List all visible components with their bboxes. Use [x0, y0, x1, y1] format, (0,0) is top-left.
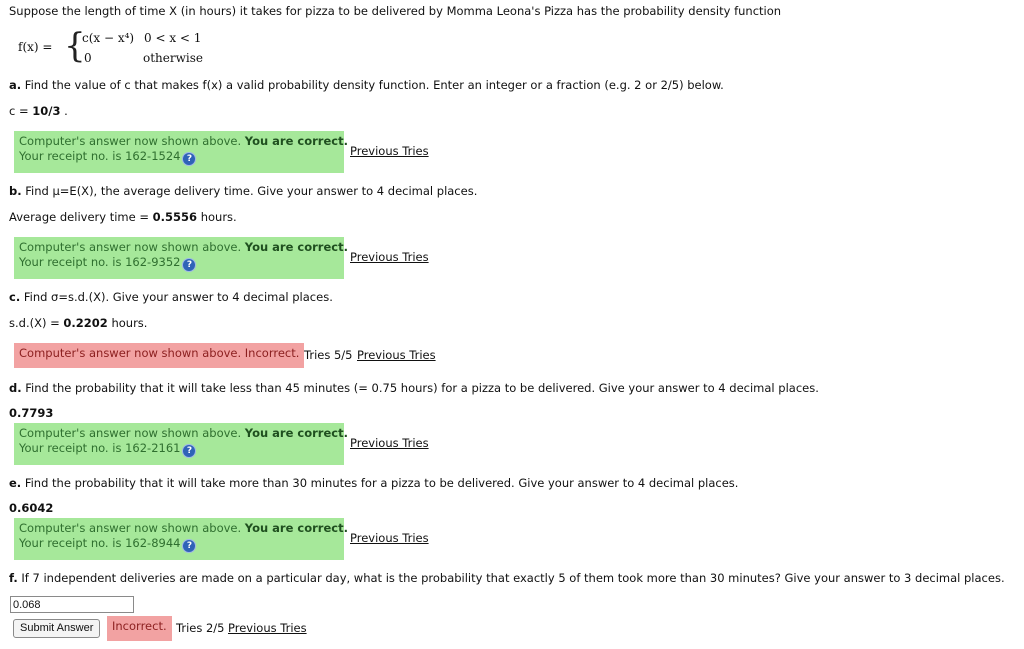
part-b-feedback-status: You are correct. [244, 240, 348, 254]
submit-answer-button[interactable]: Submit Answer [13, 619, 100, 638]
part-c-answer [9, 316, 147, 330]
problem-intro: Suppose the length of time X (in hours) it takes for pizza to be delivered by Momma Leona's Pizza has the probability density function [9, 4, 782, 18]
part-e-answer [9, 501, 53, 515]
part-e-letter: e. [9, 476, 22, 490]
part-f-previous-tries-link[interactable]: Previous Tries [228, 621, 307, 635]
part-e-previous-tries-link[interactable]: Previous Tries [350, 531, 429, 545]
part-b-answer [9, 210, 237, 224]
part-d-previous-tries-link[interactable]: Previous Tries [350, 436, 429, 450]
part-a-answer-value: 10/3 [32, 104, 61, 118]
pdf-case1-cond: 0 < x < 1 [144, 31, 202, 45]
part-e-question-text: Find the probability that it will take more than 30 minutes for a pizza to be delivered. Give your answer to 4 decimal places. [21, 476, 739, 490]
help-icon[interactable]: ? [183, 540, 195, 552]
part-d-question-text: Find the probability that it will take less than 45 minutes (= 0.75 hours) for a pizza to be delivered. Give your answer to 4 decimal places. [21, 381, 819, 395]
part-a-feedback-text: Computer's answer now shown above. [19, 134, 245, 148]
pdf-case2-expr: 0 [84, 51, 92, 65]
part-a-receipt: Your receipt no. is 162-1524 [19, 149, 181, 163]
part-c-feedback: Computer's answer now shown above. Incorrect. [14, 343, 304, 368]
part-b-feedback-text: Computer's answer now shown above. [19, 240, 245, 254]
part-c-answer-suffix: hours. [107, 316, 148, 330]
pdf-lhs: f(x) = [18, 40, 53, 54]
part-d-feedback-text: Computer's answer now shown above. [19, 426, 245, 440]
part-d-feedback [14, 423, 348, 465]
part-e-receipt: Your receipt no. is 162-8944 [19, 536, 181, 550]
part-f-answer-input[interactable] [10, 596, 134, 613]
part-f-feedback: Incorrect. [107, 616, 172, 641]
part-b-question-text: Find μ=E(X), the average delivery time. Give your answer to 4 decimal places. [21, 184, 478, 198]
part-d-receipt: Your receipt no. is 162-2161 [19, 441, 181, 455]
part-d-feedback-status: You are correct. [244, 426, 348, 440]
part-a-question-text: Find the value of c that makes f(x) a valid probability density function. Enter an integer or a fraction (e.g. 2 or 2/5) below. [21, 78, 724, 92]
part-a-question [9, 78, 724, 92]
part-f-tries: Tries 2/5 [176, 621, 225, 635]
part-c-question-text: Find σ=s.d.(X). Give your answer to 4 decimal places. [20, 290, 333, 304]
pdf-case1-expr: c(x − x⁴) [82, 31, 135, 45]
part-c-answer-prefix: s.d.(X) = [9, 316, 64, 330]
part-a-answer-prefix: c = [9, 104, 33, 118]
part-a-feedback [14, 131, 348, 173]
part-b-previous-tries-link[interactable]: Previous Tries [350, 250, 429, 264]
part-d-answer-value: 0.7793 [9, 406, 54, 420]
part-c-previous-tries-link[interactable]: Previous Tries [357, 348, 436, 362]
part-b-feedback [14, 237, 348, 279]
part-b-answer-prefix: Average delivery time = [9, 210, 153, 224]
part-c-answer-value: 0.2202 [63, 316, 108, 330]
help-icon[interactable]: ? [183, 259, 195, 271]
part-d-question [9, 381, 819, 395]
part-a-answer [9, 104, 68, 118]
part-c-tries: Tries 5/5 [304, 348, 353, 362]
part-e-feedback [14, 518, 348, 560]
part-f-letter: f. [9, 571, 18, 585]
part-b-answer-value: 0.5556 [152, 210, 198, 224]
part-b-letter: b. [9, 184, 22, 198]
part-d-letter: d. [9, 381, 22, 395]
part-b-question [9, 184, 477, 198]
part-a-letter: a. [9, 78, 22, 92]
part-f-question-text: If 7 independent deliveries are made on a particular day, what is the probability that exactly 5 of them took more than 30 minutes? Give your answer to 3 decimal places. [17, 571, 1005, 585]
help-icon[interactable]: ? [183, 153, 195, 165]
part-a-feedback-status: You are correct. [244, 134, 348, 148]
part-f-question [9, 571, 1005, 585]
pdf-case2-cond: otherwise [143, 51, 203, 65]
part-c-letter: c. [9, 290, 21, 304]
part-b-receipt: Your receipt no. is 162-9352 [19, 255, 181, 269]
pdf-brace: { [64, 26, 86, 66]
part-e-feedback-text: Computer's answer now shown above. [19, 521, 245, 535]
help-icon[interactable]: ? [183, 445, 195, 457]
part-c-question [9, 290, 333, 304]
part-b-answer-suffix: hours. [197, 210, 237, 224]
part-d-answer [9, 406, 53, 420]
part-a-previous-tries-link[interactable]: Previous Tries [350, 144, 429, 158]
part-e-answer-value: 0.6042 [9, 501, 54, 515]
part-e-question [9, 476, 738, 490]
part-a-answer-suffix: . [60, 104, 68, 118]
part-e-feedback-status: You are correct. [244, 521, 348, 535]
